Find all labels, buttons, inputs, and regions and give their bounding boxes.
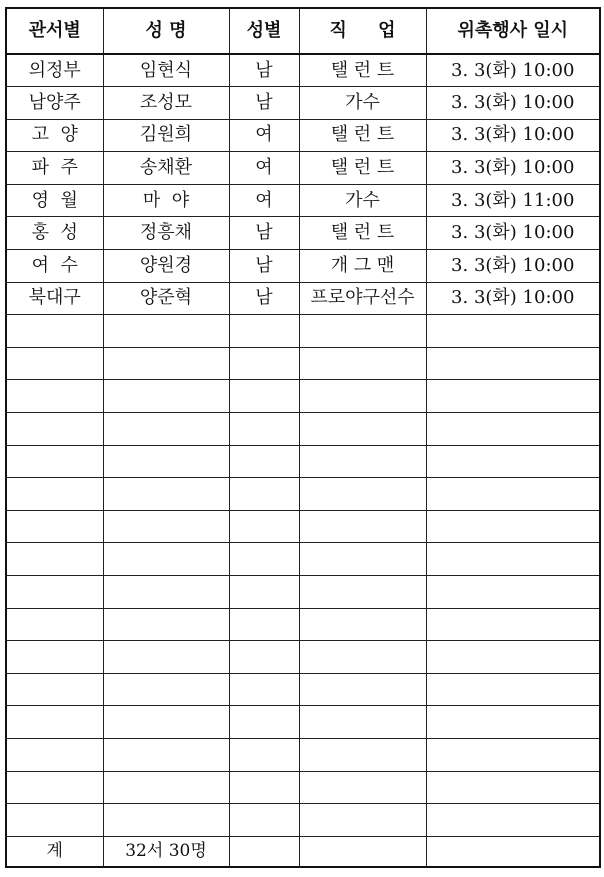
cell-name: 조성모 (103, 87, 229, 120)
cell-office (6, 804, 103, 837)
cell-job (299, 315, 426, 348)
table-row (6, 608, 600, 641)
cell-office: 남양주 (6, 87, 103, 120)
cell-office: 북대구 (6, 282, 103, 315)
cell-datetime (426, 771, 600, 804)
header-row (6, 8, 600, 54)
cell-office (6, 413, 103, 446)
header-office: 관서별 (6, 8, 103, 54)
cell-name (103, 510, 229, 543)
cell-job (299, 738, 426, 771)
cell-job (299, 576, 426, 609)
cell-gender (229, 673, 299, 706)
table-row (6, 413, 600, 446)
cell-job (299, 673, 426, 706)
cell-datetime: 3. 3(화) 10:00 (426, 250, 600, 283)
table-row (6, 217, 600, 250)
table-row (6, 706, 600, 739)
cell-name (103, 543, 229, 576)
table-row (6, 576, 600, 609)
cell-gender (229, 576, 299, 609)
cell-job (299, 445, 426, 478)
cell-gender (229, 608, 299, 641)
table-row (6, 87, 600, 120)
cell-datetime (426, 413, 600, 446)
cell-name (103, 347, 229, 380)
cell-datetime (426, 510, 600, 543)
cell-datetime: 3. 3(화) 10:00 (426, 152, 600, 185)
cell-name (103, 804, 229, 837)
cell-job: 탤 런 트 (299, 54, 426, 87)
cell-datetime (426, 608, 600, 641)
cell-gender (229, 804, 299, 837)
table-row (6, 510, 600, 543)
cell-datetime (426, 804, 600, 837)
table-row (6, 282, 600, 315)
cell-gender: 남 (229, 54, 299, 87)
cell-name (103, 576, 229, 609)
cell-job: 탤 런 트 (299, 119, 426, 152)
cell-gender (229, 347, 299, 380)
cell-office (6, 771, 103, 804)
cell-gender: 남 (229, 250, 299, 283)
cell-gender (229, 706, 299, 739)
table-row (6, 478, 600, 511)
cell-office: 파 주 (6, 152, 103, 185)
cell-job: 탤 런 트 (299, 152, 426, 185)
total-label: 계 (6, 836, 103, 867)
table-row (6, 184, 600, 217)
cell-name: 김원희 (103, 119, 229, 152)
cell-datetime (426, 738, 600, 771)
cell-gender: 남 (229, 217, 299, 250)
cell-office: 여 수 (6, 250, 103, 283)
cell-office (6, 315, 103, 348)
table-row (6, 347, 600, 380)
cell-datetime (426, 641, 600, 674)
table-row (6, 250, 600, 283)
cell-name: 양준혁 (103, 282, 229, 315)
cell-name (103, 706, 229, 739)
cell-datetime: 3. 3(화) 11:00 (426, 184, 600, 217)
cell-gender (229, 771, 299, 804)
cell-datetime: 3. 3(화) 10:00 (426, 87, 600, 120)
cell-gender (229, 413, 299, 446)
cell-datetime (426, 543, 600, 576)
cell-name: 양원경 (103, 250, 229, 283)
cell-name (103, 380, 229, 413)
cell-office: 영 월 (6, 184, 103, 217)
cell-gender (229, 380, 299, 413)
cell-name: 송채환 (103, 152, 229, 185)
cell-datetime (426, 315, 600, 348)
table-body (6, 54, 600, 836)
table-row (6, 804, 600, 837)
cell-job: 탤 런 트 (299, 217, 426, 250)
cell-name (103, 771, 229, 804)
cell-datetime (426, 347, 600, 380)
table-row (6, 380, 600, 413)
table-row (6, 445, 600, 478)
cell-datetime: 3. 3(화) 10:00 (426, 119, 600, 152)
cell-name (103, 478, 229, 511)
table-row (6, 738, 600, 771)
cell-job: 개 그 맨 (299, 250, 426, 283)
cell-name (103, 413, 229, 446)
cell-job (299, 380, 426, 413)
cell-gender (229, 315, 299, 348)
cell-gender (229, 641, 299, 674)
cell-datetime (426, 445, 600, 478)
cell-gender: 여 (229, 119, 299, 152)
cell-datetime: 3. 3(화) 10:00 (426, 54, 600, 87)
total-summary: 32서 30명 (103, 836, 229, 867)
cell-office (6, 510, 103, 543)
cell-job (299, 706, 426, 739)
cell-office: 의정부 (6, 54, 103, 87)
cell-office (6, 380, 103, 413)
cell-datetime (426, 478, 600, 511)
cell-datetime (426, 706, 600, 739)
cell-job (299, 608, 426, 641)
cell-datetime (426, 380, 600, 413)
cell-name: 정흥채 (103, 217, 229, 250)
cell-name (103, 641, 229, 674)
cell-gender: 남 (229, 87, 299, 120)
cell-name (103, 608, 229, 641)
cell-office (6, 641, 103, 674)
cell-name (103, 738, 229, 771)
cell-office (6, 543, 103, 576)
header-name: 성 명 (103, 8, 229, 54)
table-row (6, 771, 600, 804)
cell-job (299, 771, 426, 804)
cell-name: 마 야 (103, 184, 229, 217)
cell-job (299, 804, 426, 837)
cell-datetime (426, 673, 600, 706)
cell-office (6, 478, 103, 511)
cell-datetime (426, 576, 600, 609)
cell-datetime: 3. 3(화) 10:00 (426, 282, 600, 315)
cell-job (299, 510, 426, 543)
table-row (6, 152, 600, 185)
cell-office: 홍 성 (6, 217, 103, 250)
cell-office (6, 608, 103, 641)
cell-office (6, 673, 103, 706)
cell-name (103, 445, 229, 478)
cell-name: 임현식 (103, 54, 229, 87)
table-row (6, 543, 600, 576)
cell-gender (229, 510, 299, 543)
header-gender: 성별 (229, 8, 299, 54)
table-row (6, 673, 600, 706)
cell-job (299, 413, 426, 446)
table-row (6, 119, 600, 152)
cell-job (299, 478, 426, 511)
cell-office: 고 양 (6, 119, 103, 152)
cell-gender (229, 478, 299, 511)
table-row (6, 54, 600, 87)
cell-datetime: 3. 3(화) 10:00 (426, 217, 600, 250)
total-datetime-cell (426, 836, 600, 867)
header-job: 직 업 (299, 8, 426, 54)
cell-name (103, 315, 229, 348)
cell-job (299, 641, 426, 674)
cell-job: 프로야구선수 (299, 282, 426, 315)
total-job-cell (299, 836, 426, 867)
total-row (6, 836, 600, 867)
cell-gender: 여 (229, 152, 299, 185)
cell-office (6, 706, 103, 739)
cell-office (6, 347, 103, 380)
cell-gender: 여 (229, 184, 299, 217)
cell-name (103, 673, 229, 706)
cell-gender: 남 (229, 282, 299, 315)
cell-gender (229, 543, 299, 576)
cell-job (299, 347, 426, 380)
appointment-table (5, 7, 601, 868)
cell-gender (229, 738, 299, 771)
cell-job: 가수 (299, 87, 426, 120)
cell-job: 가수 (299, 184, 426, 217)
cell-gender (229, 445, 299, 478)
cell-office (6, 445, 103, 478)
cell-office (6, 738, 103, 771)
table-row (6, 641, 600, 674)
total-gender-cell (229, 836, 299, 867)
header-datetime: 위촉행사 일시 (426, 8, 600, 54)
cell-job (299, 543, 426, 576)
cell-office (6, 576, 103, 609)
table-row (6, 315, 600, 348)
